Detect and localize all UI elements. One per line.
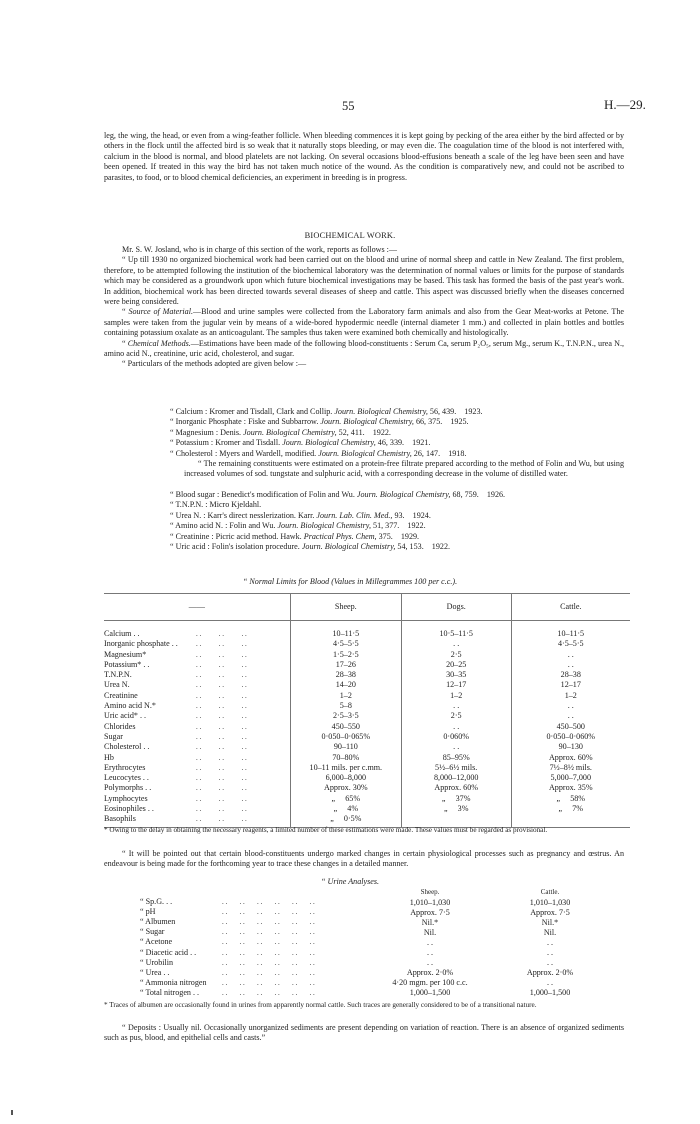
table-cell: 7½–8½ mils. [511,763,630,773]
table-cell: 2·5 [401,650,511,660]
table-cell: . . [511,701,630,711]
row-label-text: Hb [104,752,114,762]
table-row [140,937,610,947]
table-row [104,753,630,763]
journal-ref: 52, 411. 1922. [338,427,391,437]
row-label [104,691,290,701]
chemical-methods-label: Chemical Methods. [127,338,191,348]
table-cell: 10–11 mils. per c.mm. [290,763,401,773]
row-label-text: Urea N. [104,680,130,690]
method-text: “ Magnesium : Denis. [170,427,242,437]
row-label-text: Basophils [104,814,136,824]
table-cell: . . [426,937,434,947]
row-label-text: Amino acid N.* [104,701,156,711]
row-label [104,670,290,680]
leader-dots: . . . . . . [196,640,247,649]
para-5-block [104,849,624,870]
table-cell: 20–25 [401,660,511,670]
table-row [104,701,630,711]
leader-dots: . . . . . . [196,753,247,762]
journal-ref: 66, 375. 1925. [415,417,469,427]
table-cell: Approx. 7·5 [410,907,450,917]
table-cell: 4·5–5·5 [511,639,630,649]
table-cell: 1–2 [401,691,511,701]
journal-name: Journ. Lab. Clin. Med., [316,510,393,520]
leader-dots: . . . . . . [196,784,247,793]
table-cell: 10·5–11·5 [401,629,511,639]
table-cell: 28–38 [511,670,630,680]
method-text: “ Blood sugar : Benedict's modification of Folin and Wu. [170,490,355,499]
row-label-text: “ Total nitrogen . . [140,987,200,997]
leader-dots: . . . . . . [196,805,247,814]
table-row [104,804,630,814]
table-cell: Nil.* [541,917,559,927]
row-label-text: Inorganic phosphate . . [104,639,178,649]
table-cell: „ 37% [401,794,511,804]
table-cell: „ 58% [511,794,630,804]
report-intro: Mr. S. W. Josland, who is in charge of this section of the work, reports as follows :— [122,245,398,254]
table-cell: „ 4% [290,804,401,814]
table-cell: 12–17 [401,680,511,690]
method-text: “ Urea N. : Karr's direct nesslerization. Karr. [170,510,315,520]
leader-dots: . . . . . . . . . . . . [222,948,315,957]
row-label-text: Creatinine [104,690,138,700]
chemical-methods-text: —Estimations have been made of the following blood-constituents : Serum Ca, serum P₂O₅, serum Mg., serum K., T.N.P.N., urea N., amino acid N., creatinine, uric acid, cholesterol, and sugar. [104,338,624,359]
leader-dots: . . . . . . [196,660,247,669]
table-cell: 10–11·5 [511,629,630,639]
table-row [104,773,630,783]
method-reference [170,532,419,542]
method-text: “ Amino acid N. : Folin and Wu. [170,521,276,531]
leader-dots: . . . . . . [196,681,247,690]
journal-name: Practical Phys. Chem, [303,531,377,541]
urine-table-body [140,888,610,998]
table-row [104,722,630,732]
blood-header-label: —— [104,594,290,621]
method-reference [170,438,430,448]
journal-name: Journ. Biological Chemistry, [282,438,376,448]
journal-name: Journ. Biological Chemistry, [320,417,414,427]
page-edge-mark [11,1110,13,1115]
table-cell: 0·060% [401,732,511,742]
leader-dots: . . . . . . [196,630,247,638]
paragraph-particulars: “ Particulars of the methods adopted are given below :— [122,359,307,369]
table-cell: . . [401,722,511,732]
leader-dots: . . . . . . [196,650,247,659]
method-reference [170,542,450,552]
row-label [104,711,290,721]
table-cell: 30–35 [401,670,511,680]
table-cell: Nil.* [421,917,439,927]
table-cell: 2·5–3·5 [290,711,401,721]
table-cell: 1,010–1,030 [409,897,451,907]
row-label [104,660,290,670]
document-code: H.—29. [604,97,646,112]
row-label [140,907,370,917]
row-label-text: “ pH [140,907,156,917]
remaining-note-block [184,459,624,480]
row-label-text: T.N.P.N. [104,670,132,680]
row-label [104,773,290,783]
row-label-text: Uric acid* . . [104,711,147,721]
source-material-label: Source of Material. [128,307,193,317]
table-row [140,907,610,917]
table-cell: . . [511,650,630,660]
table-cell: . . [401,742,511,752]
urine-table [140,888,610,998]
table-cell: Approx. 7·5 [530,907,570,917]
urine-footnote: * Traces of albumen are occasionally found in urines from apparently normal cattle. Such traces are generally considered to be of a transitional nature. [104,1001,537,1009]
row-label [140,968,370,978]
blood-footnote: * Owing to the delay in obtaining the necessary reagents, a limited number of these estimations were made. These values must be regarded as provisional. [104,826,548,834]
leader-dots: . . . . . . [196,691,247,700]
leader-dots: . . . . . . . . . . . . [222,978,315,987]
row-label [140,937,370,947]
intro-paragraph: leg, the wing, the head, or even from a wing-feather follicle. When bleeding commences it is kept going by pecking of the area either by the bird affected or by others in the flock until the affected bird is so weak that it naturally stops bleeding, or may even die. The coagulation time of the blood is not interfered with, calcium in the blood is normal, and blood platelets are not lacking. On several occasions blood-effusions beneath a scale of the leg have been seen and have been opened. If treated in this way the bird has not taken much notice of the wound. As the condition is comparatively new, and could not be ascribed to parasites, to food, or to blood chemical deficiencies, an experiment in breeding is in progress. [104,131,624,182]
leader-dots: . . . . . . . . . . . . [222,918,315,927]
row-label [104,650,290,660]
table-cell: 1,010–1,030 [529,897,571,907]
table-cell: „ 65% [290,794,401,804]
table-cell: Nil. [543,927,557,937]
table-cell: . . [511,711,630,721]
row-label-text: “ Urobilin [140,957,174,967]
table-cell: „ 0·5% [290,814,401,827]
table-cell: . . [546,948,554,958]
leader-dots: . . . . . . [196,743,247,752]
method-reference [170,449,466,459]
table-row [104,732,630,742]
table-cell: 90–130 [511,742,630,752]
source-material-text: —Blood and urine samples were collected from the Laboratory farm animals and also from the Gear Meat-works at Petone. The samples were taken from the jugular vein by means of a wide-bored hypodermic needle (internal diameter 1 mm.) and collected in plain bottles and bottles containing potassium oxalate as an anticoagulant. The samples thus taken were examined both chemically and histologically. [104,307,624,338]
leader-dots: . . . . . . . . . . . . [222,968,315,977]
leader-dots: . . . . . . . . . . . . [222,938,315,947]
table-cell: Approx. 60% [511,753,630,763]
row-label [104,753,290,763]
row-label-text: Chlorides [104,721,136,731]
table-row [104,691,630,701]
table-cell: 0·050–0·065% [290,732,401,742]
method-reference [170,417,469,427]
row-label-text: Sugar [104,731,123,741]
method-text: “ Uric acid : Folin's isolation procedure. [170,542,300,551]
paragraph-physiological: “ It will be pointed out that certain blood-constituents undergo marked changes in certain physiological processes such as pregnancy and œstrus. An endeavour is being made for the forthcoming year to trace these changes in a detailed manner. [104,849,624,869]
row-label [140,978,370,988]
table-row [140,968,610,978]
urine-header-cattle: Cattle. [540,888,560,896]
method-reference [170,428,391,438]
row-label-text: Leucocytes . . [104,773,149,783]
blood-header-dogs: Dogs. [401,594,511,621]
table-cell: 6,000–8,000 [290,773,401,783]
section-heading: BIOCHEMICAL WORK. [304,231,396,240]
urine-table-caption: “ Urine Analyses. [320,877,380,886]
method-reference [170,511,431,521]
blood-table [104,593,630,828]
row-label-text: Eosinophiles . . [104,804,154,814]
row-label [104,629,290,639]
method-reference [170,407,483,417]
table-row [104,763,630,773]
row-label-text: “ Sp.G. . . [140,897,173,907]
table-spacer-row [104,621,630,630]
method-text: “ Inorganic Phosphate : Fiske and Subbarrow. [170,417,319,427]
paragraph-deposits: “ Deposits : Usually nil. Occasionally unorganized sediments are present depending on variation of reaction. There is an absence of organized sediments such as pus, blood, and epithelial cells and casts.” [104,1023,624,1043]
table-cell: 4·5–5·5 [290,639,401,649]
table-cell: 1,000–1,500 [409,988,451,998]
table-cell: 17–26 [290,660,401,670]
leader-dots: . . . . . . [196,712,247,721]
blood-table-body [104,621,630,828]
table-cell: 90–110 [290,742,401,752]
leader-dots: . . . . . . [196,794,247,803]
table-cell: 70–80% [290,753,401,763]
blood-table-caption: “ Normal Limits for Blood (Values in Millegrammes 100 per c.c.). [242,577,458,586]
row-label-text: Potassium* . . [104,659,150,669]
table-cell: „ 3% [401,804,511,814]
table-row [104,783,630,793]
journal-ref: 56, 439. 1923. [429,407,483,416]
table-cell: 1·5–2·5 [290,650,401,660]
row-label-text: Erythrocytes [104,762,146,772]
table-row [140,958,610,968]
table-cell: 4·20 mgm. per 100 c.c. [392,978,468,988]
table-cell: 0·050–0·060% [511,732,630,742]
row-label-text: Magnesium* [104,649,147,659]
journal-name: Journ. Biological Chemistry, [243,427,337,437]
table-cell: Approx. 35% [511,783,630,793]
row-label-text: “ Albumen [140,917,176,927]
table-row [104,711,630,721]
table-cell: Approx. 2·0% [526,968,574,978]
journal-ref: 51, 377. 1922. [373,521,426,531]
table-cell: „ 7% [511,804,630,814]
table-row [104,639,630,649]
table-cell: 10–11·5 [290,629,401,639]
table-row [104,680,630,690]
table-row [140,897,610,907]
leader-dots: . . . . . . [196,774,247,783]
journal-ref: 68, 759. 1926. [452,490,506,499]
journal-name: Journ. Biological Chemistry, [334,407,428,416]
row-label [104,794,290,804]
journal-ref: 26, 147. 1918. [413,448,467,458]
table-cell: . . [426,958,434,968]
row-label-text: Calcium . . [104,629,140,638]
leader-dots: . . . . . . [196,722,247,731]
table-cell: 14–20 [290,680,401,690]
row-label [104,783,290,793]
leader-dots: . . . . . . . . . . . . [222,928,315,937]
journal-name: Journ. Biological Chemistry, [301,542,396,551]
table-row [104,629,630,639]
paragraph-upto-1930: “ Up till 1930 no organized biochemical work had been carried out on the blood and urine of normal sheep and cattle in New Zealand. The first problem, therefore, to be attempted following the institution of the biochemical laboratory was the determination of normal values or limits for the purpose of standards which may be considered as a groundwork upon which future biochemical investigations may be based. This task has formed the basis of the past year's work. In addition, biochemical work has been directed towards several diseases of sheep and cattle. This aspect was discussed briefly when the diseases concerned were being considered. [104,255,624,307]
table-cell: . . [546,978,554,988]
table-cell: 8,000–12,000 [401,773,511,783]
row-label-text: “ Sugar [140,927,165,937]
method-text: “ T.N.P.N. : Micro Kjeldahl. [170,500,262,510]
table-cell: Approx. 2·0% [406,968,454,978]
table-cell: . . [511,660,630,670]
journal-ref: 93. 1924. [394,510,431,520]
row-label [140,948,370,958]
page-number: 55 [342,99,355,113]
row-label [104,804,290,814]
leader-dots: . . . . . . . . . . . . [222,898,315,907]
table-row [140,988,610,998]
urine-header-sheep: Sheep. [420,888,440,896]
journal-name: Journ. Biological Chemistry, [356,490,451,499]
table-row [140,917,610,927]
row-label-text: Cholesterol . . [104,742,150,752]
leader-dots: . . . . . . . . . . . . [222,958,315,967]
table-row [104,660,630,670]
table-cell: 5–8 [290,701,401,711]
row-label [104,763,290,773]
leader-dots: . . . . . . [196,671,247,680]
paragraph-source-material: “ Source of Material.—Blood and urine samples were collected from the Laboratory farm animals and also from the Gear Meat-works at Petone. The samples were taken from the jugular vein by means of a wide-bored hypodermic needle (internal diameter 1 mm.) and collected in plain bottles and bottles containing potassium oxalate as an anticoagulant. The samples thus taken were examined both chemically and histologically. [104,307,624,338]
leader-dots: . . . . . . . . . . . . [222,908,315,917]
table-cell: 12–17 [511,680,630,690]
table-row [140,927,610,937]
method-text: “ Creatinine : Picric acid method. Hawk. [170,531,302,541]
journal-name: Journ. Biological Chemistry, [277,521,371,531]
method-text: “ Calcium : Kromer and Tisdall, Clark and Collip. [170,407,333,416]
table-cell: 1–2 [511,691,630,701]
row-label [140,958,370,968]
remaining-note: “ The remaining constituents were estimated on a protein-free filtrate prepared according to the method of Folin and Wu, but using increased volumes of sod. tungstate and sulphuric acid, with a corresponding decrease in the volume of distilled water. [184,459,624,479]
leader-dots: . . . . . . [196,732,247,741]
row-label [140,917,370,927]
table-cell: 450–550 [290,722,401,732]
method-reference [170,521,426,531]
method-text: “ Cholesterol : Myers and Wardell, modified. [170,448,317,458]
table-row [104,670,630,680]
journal-ref: 54, 153. 1922. [397,542,451,551]
table-cell: 1–2 [290,691,401,701]
row-label-text: “ Diacetic acid . . [140,947,197,957]
table-cell: Approx. 30% [290,783,401,793]
table-row [104,794,630,804]
report-block [104,245,624,370]
table-row [104,650,630,660]
row-label [104,742,290,752]
table-cell: 5,000–7,000 [511,773,630,783]
table-row [140,978,610,988]
row-label-text: Lymphocytes [104,793,148,803]
table-cell: 450–500 [511,722,630,732]
leader-dots: . . . . . . [196,702,247,711]
row-label-text: “ Ammonia nitrogen [140,977,207,987]
journal-name: Journ. Biological Chemistry, [318,448,412,458]
method-reference [170,490,505,500]
table-cell: Approx. 60% [401,783,511,793]
row-label [140,897,370,907]
table-cell: . . [401,639,511,649]
row-label [104,639,290,649]
table-cell: Nil. [423,927,437,937]
table-cell: . . [426,948,434,958]
journal-ref: 375. 1929. [378,531,420,541]
row-label [140,927,370,937]
leader-dots: . . . . . . . . . . . . [222,988,315,997]
row-label [104,732,290,742]
table-cell: 85–95% [401,753,511,763]
table-row [140,948,610,958]
row-label-text: “ Urea . . [140,967,170,977]
row-label [104,680,290,690]
urine-header-label [140,888,370,897]
table-row [104,742,630,752]
table-cell: . . [546,958,554,968]
row-label-text: Polymorphs . . [104,783,152,793]
leader-dots: . . . . . . [196,763,247,772]
table-cell: 2·5 [401,711,511,721]
intro-paragraph-block [104,131,624,183]
leader-dots: . . . . . . [196,815,247,824]
row-label [140,988,370,998]
table-cell: . . [546,937,554,947]
method-text: “ Potassium : Kromer and Tisdall. [170,438,281,448]
method-reference [170,500,261,510]
journal-ref: 46, 339. 1921. [377,438,431,448]
para-6-block [104,1023,624,1044]
table-cell: 28–38 [290,670,401,680]
table-cell: . . [401,701,511,711]
blood-header-sheep: Sheep. [290,594,401,621]
row-label-text: “ Acetone [140,937,173,947]
table-cell: 5½–6½ mils. [401,763,511,773]
row-label [104,701,290,711]
table-cell: 1,000–1,500 [529,988,571,998]
blood-header-cattle: Cattle. [511,594,630,621]
paragraph-chemical-methods: “ Chemical Methods.—Estimations have been made of the following blood-constituents : Serum Ca, serum P₂O₅, serum Mg., serum K., T.N.P.N., urea N., amino acid N., creatinine, uric acid, cholesterol, and sugar. [104,338,624,359]
row-label [104,722,290,732]
